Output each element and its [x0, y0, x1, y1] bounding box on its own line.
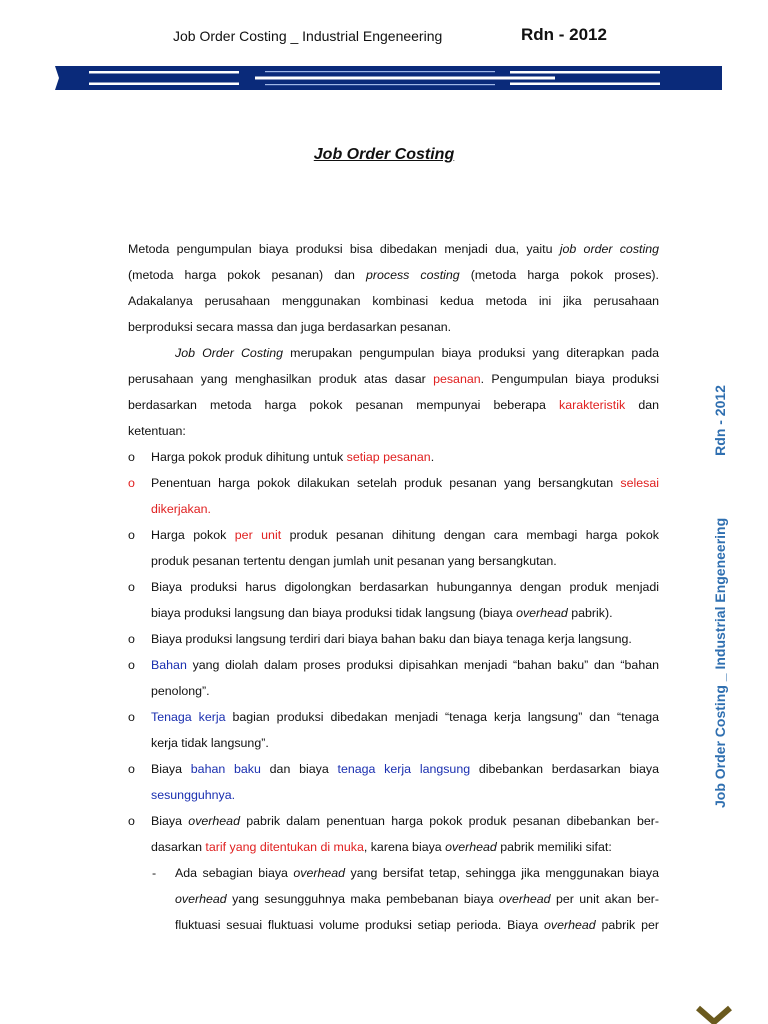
dash-marker: - [152, 866, 157, 880]
list-item: o Penentuan harga pokok dilakukan setelah produk pesanan yang bersangkutan selesai [128, 470, 659, 496]
list-item-continuation: biaya produksi langsung dan biaya produksi tidak langsung (biaya overhead pabrik). [151, 606, 613, 620]
paragraph-1-line-4: berproduksi secara massa dan juga berdasarkan pesanan. [128, 320, 452, 334]
bullet-marker: o [128, 450, 135, 464]
sub-list-continuation: overhead yang sesungguhnya maka pembebanan biaya overhead per unit akan ber- [175, 892, 659, 906]
document-title: Job Order Costing [313, 146, 455, 163]
header-code: Rdn - 2012 [521, 25, 607, 44]
list-item: o Harga pokok per unit produk pesanan dihitung dengan cara membagi harga pokok [128, 522, 659, 548]
sub-list-item: - Ada sebagian biaya overhead yang bersifat tetap, sehingga jika menggunakan biaya [128, 860, 659, 886]
list-item-continuation: dikerjakan. [151, 502, 211, 516]
bullet-marker: o [128, 658, 135, 672]
list-item: o Biaya produksi harus digolongkan berdasarkan hubungannya dengan produk menjadi [128, 574, 659, 600]
list-item-continuation: kerja tidak langsung”. [151, 736, 269, 750]
bullet-marker: o [128, 476, 135, 490]
list-item-continuation: sesungguhnya. [151, 788, 236, 802]
list-item-continuation: penolong”. [151, 684, 210, 698]
list-item: o Harga pokok produk dihitung untuk setiap pesanan. [128, 444, 659, 470]
header-banner [55, 66, 722, 90]
bullet-marker: o [128, 580, 135, 594]
paragraph-1-line-3: Adakalanya perusahaan menggunakan kombinasi kedua metoda ini jika perusahaan [128, 294, 659, 308]
paragraph-2-line-2: perusahaan yang menghasilkan produk atas dasar pesanan. Pengumpulan biaya produksi [128, 372, 659, 386]
bullet-marker: o [128, 762, 135, 776]
document-body [128, 236, 659, 938]
paragraph-1-line-2: (metoda harga pokok pesanan) dan process costing (metoda harga pokok proses). [128, 268, 659, 282]
sub-list-continuation: fluktuasi sesuai fluktuasi volume produksi setiap perioda. Biaya overhead pabrik per [175, 918, 659, 932]
paragraph-2-line-3: berdasarkan metoda harga pokok pesanan mempunyai beberapa karakteristik dan [128, 398, 659, 412]
list-item: o Biaya overhead pabrik dalam penentuan harga pokok produk pesanan dibebankan ber- [128, 808, 659, 834]
side-title: Job Order Costing _ Industrial Engeneering [712, 517, 728, 808]
paragraph-1-line-1: Metoda pengumpulan biaya produksi bisa dibedakan menjadi dua, yaitu job order costing [128, 242, 659, 256]
side-running-header [712, 385, 728, 808]
list-item: o Biaya produksi langsung terdiri dari biaya bahan baku dan biaya tenaga kerja langsung. [128, 626, 659, 652]
list-item: o Bahan yang diolah dalam proses produksi dipisahkan menjadi “bahan baku” dan “bahan [128, 652, 659, 678]
paragraph-2-line-4: ketentuan: [128, 424, 186, 438]
bullet-marker: o [128, 710, 135, 724]
list-item-continuation: produk pesanan tertentu dengan jumlah unit pesanan yang bersangkutan. [151, 554, 557, 568]
list-item: o Biaya bahan baku dan biaya tenaga kerja langsung dibebankan berdasarkan biaya [128, 756, 659, 782]
chevron-down-icon [694, 1002, 734, 1024]
paragraph-2-line-1: Job Order Costing merupakan pengumpulan biaya produksi yang diterapkan pada [175, 346, 660, 360]
list-item-continuation: dasarkan tarif yang ditentukan di muka, karena biaya overhead pabrik memiliki sifat: [151, 840, 612, 854]
bullet-marker: o [128, 814, 135, 828]
side-code: Rdn - 2012 [712, 385, 728, 456]
bullet-marker: o [128, 632, 135, 646]
bullet-marker: o [128, 528, 135, 542]
list-item: o Tenaga kerja bagian produksi dibedakan menjadi “tenaga kerja langsung” dan “tenaga [128, 704, 659, 730]
header-title: Job Order Costing _ Industrial Engeneering [173, 28, 443, 44]
